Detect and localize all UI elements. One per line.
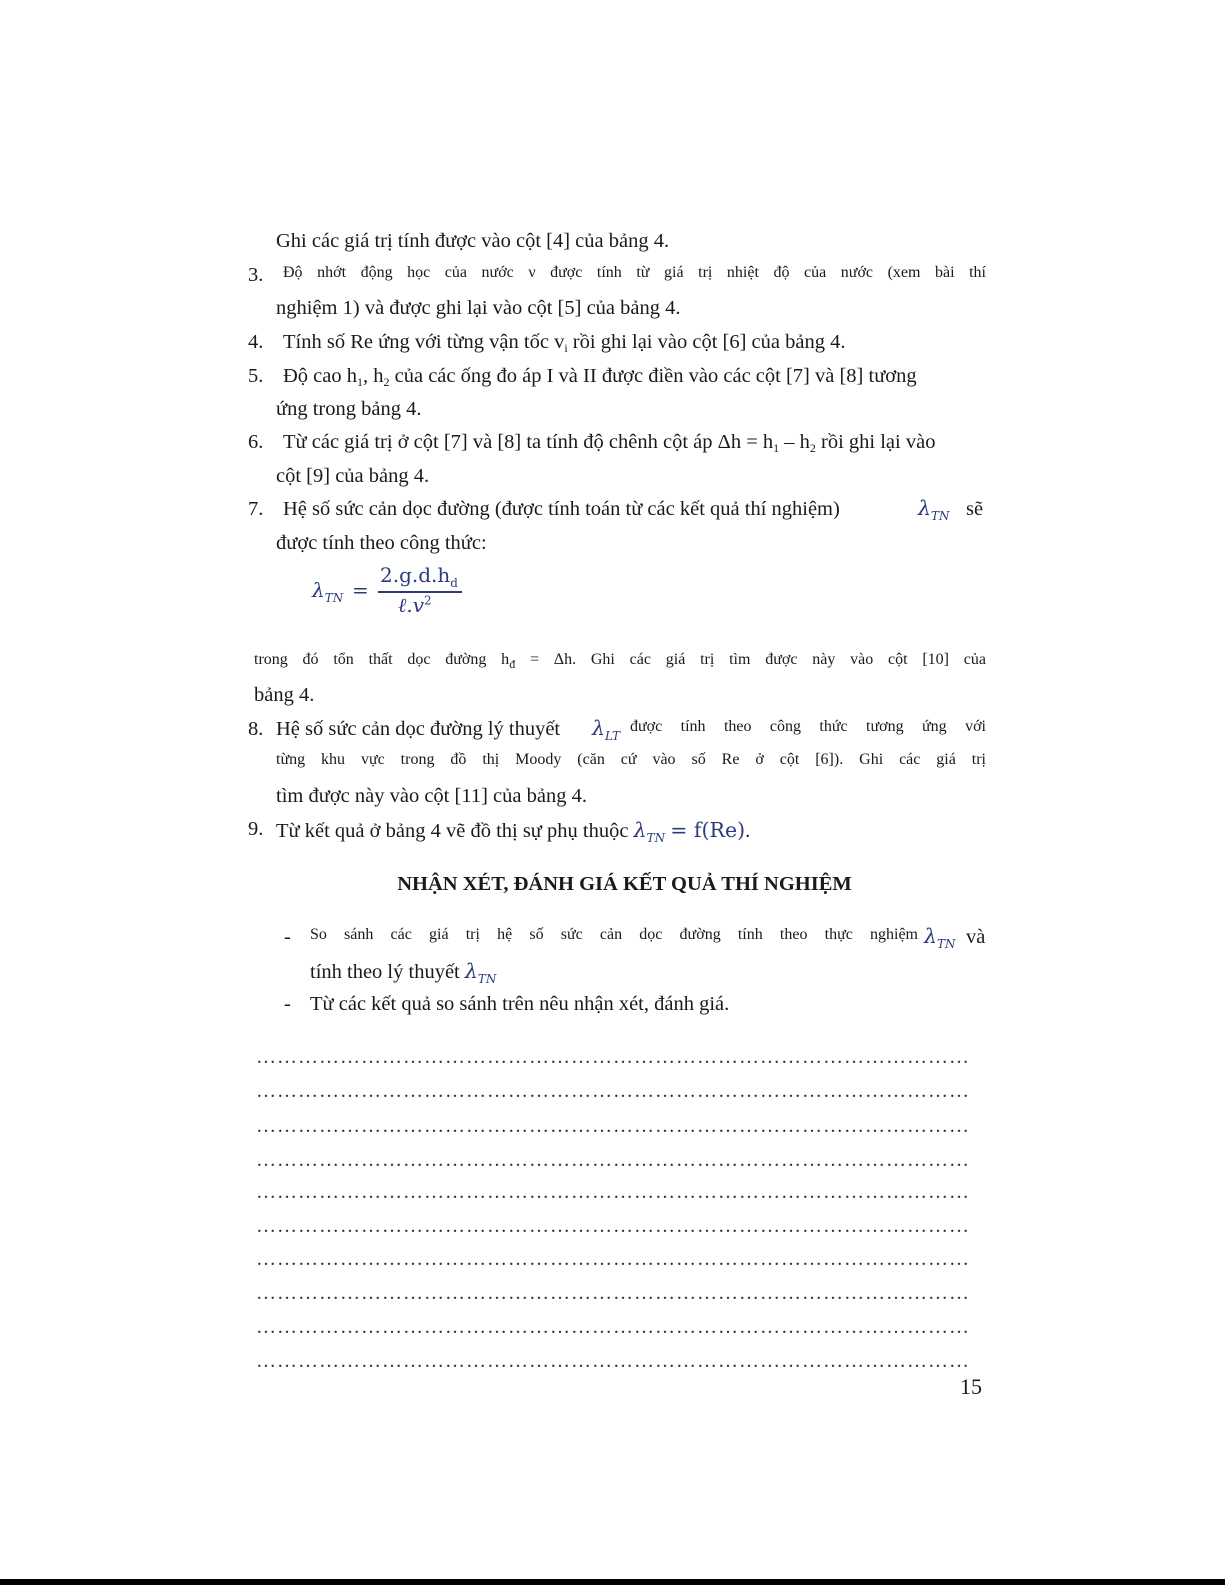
list-item-7-line1: Hệ số sức cản dọc đường (được tính toán từ các kết quả thí nghiệm) [283,498,840,520]
answer-dot-line: ………………………………………………………………………………………… [256,1046,970,1068]
bullet-1-line2: tính theo lý thuyết $\lambda_{TN}$ [310,959,497,987]
list-item-8-line1b: được tính theo công thức tương ứng với [630,718,986,735]
answer-dot-line: ………………………………………………………………………………………… [256,1149,970,1171]
list-item-3-line2: nghiệm 1) và được ghi lại vào cột [5] của bảng 4. [276,297,681,319]
bullet-1-line1: So sánh các giá trị hệ số sức cản dọc đường tính theo thực nghiệm [310,926,918,943]
list-number: 5. [248,365,264,387]
paragraph-line: trong đó tổn thất dọc đường $h_đ = \Delta h$. Ghi các giá trị tìm được này vào cột [10] của [254,651,987,671]
list-number: 8. [248,718,264,740]
page-number: 15 [960,1374,982,1399]
answer-dot-line: ………………………………………………………………………………………… [256,1282,970,1304]
lambda-tn-symbol: $\lambda_{TN}$ [918,496,950,524]
scan-bottom-edge [0,1579,1225,1585]
answer-dot-line: ………………………………………………………………………………………… [256,1080,970,1102]
list-item-4: Tính số Re ứng với từng vận tốc vi rồi ghi lại vào cột [6] của bảng 4. [283,331,846,355]
bullet-2: Từ các kết quả so sánh trên nêu nhận xét, đánh giá. [310,993,730,1015]
answer-dot-line: ………………………………………………………………………………………… [256,1115,970,1137]
formula-denominator: $\ell.v^2$ [398,593,432,617]
list-number: 9. [248,818,264,840]
answer-dot-line: ………………………………………………………………………………………… [256,1181,970,1203]
friction-formula [312,560,482,620]
formula-numerator: $2.g.d.h_d$ [380,563,458,590]
list-item-7-line2: được tính theo công thức: [276,532,487,554]
list-number: 3. [248,264,264,286]
list-item-9: Từ kết quả ở bảng 4 vẽ đồ thị sự phụ thuộc $\lambda_{TN} = f(Re)$. [276,818,751,846]
list-item-7-end: sẽ [966,498,984,520]
list-item-3-line1: Độ nhớt động học của nước ν được tính từ giá trị nhiệt độ của nước (xem bài thí [283,264,986,281]
list-number: 7. [248,498,264,520]
formula-equals: = [352,578,369,602]
bullet-dash: - [284,993,291,1015]
list-item-6-line2: cột [9] của bảng 4. [276,465,430,487]
list-item-5-line1: Độ cao h1, h2 của các ống đo áp I và II được điền vào các cột [7] và [8] tương [283,365,917,389]
answer-dot-line: ………………………………………………………………………………………… [256,1248,970,1270]
paragraph-line: Ghi các giá trị tính được vào cột [4] của bảng 4. [276,230,670,252]
list-item-8-line1a: Hệ số sức cản dọc đường lý thuyết [276,718,561,740]
formula-lhs: $\lambda_{TN}$ [312,578,344,605]
paragraph-line: bảng 4. [254,684,315,706]
answer-dot-line: ………………………………………………………………………………………… [256,1350,970,1372]
bullet-1-end: và [966,926,986,948]
list-item-6-line1: Từ các giá trị ở cột [7] và [8] ta tính độ chênh cột áp Δh = h1 – h2 rồi ghi lại vào [283,431,936,455]
answer-dot-line: ………………………………………………………………………………………… [256,1215,970,1237]
lambda-tn-symbol: $\lambda_{TN}$ [924,924,956,952]
list-item-8-line3: tìm được này vào cột [11] của bảng 4. [276,785,587,807]
list-number: 4. [248,331,264,353]
answer-dot-line: ………………………………………………………………………………………… [256,1316,970,1338]
section-heading: NHẬN XÉT, ĐÁNH GIÁ KẾT QUẢ THÍ NGHIỆM [397,873,852,895]
list-number: 6. [248,431,264,453]
list-item-5-line2: ứng trong bảng 4. [276,398,422,420]
bullet-dash: - [284,926,291,948]
list-item-8-line2: từng khu vực trong đồ thị Moody (căn cứ vào số Re ở cột [6]). Ghi các giá trị [276,751,986,768]
lambda-lt-symbol: $\lambda_{LT}$ [592,716,620,744]
